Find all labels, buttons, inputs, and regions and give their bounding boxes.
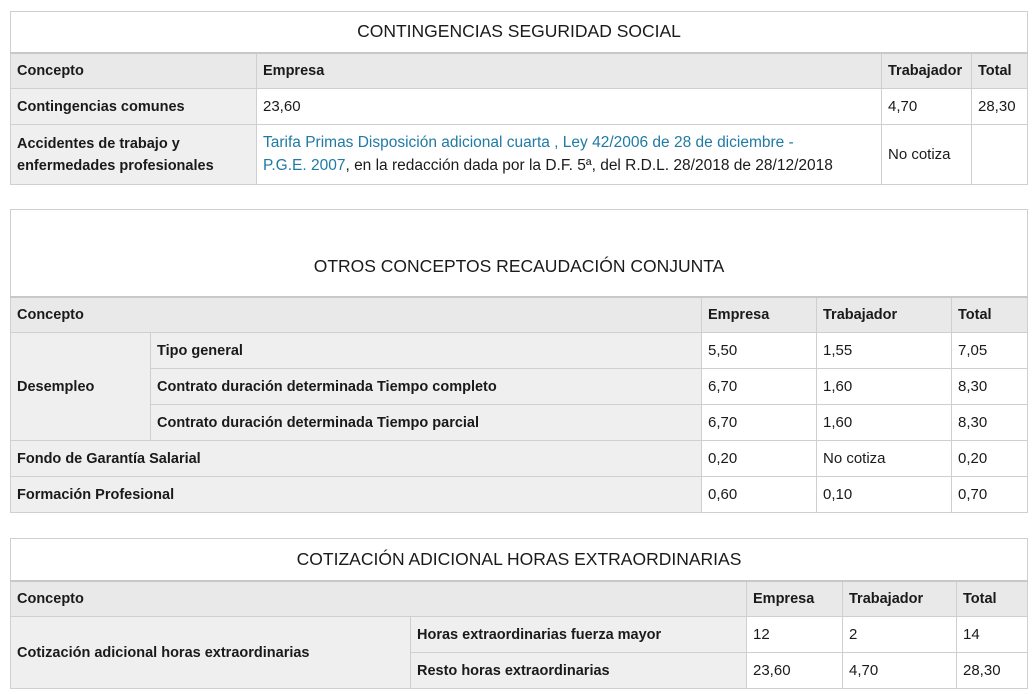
desempleo-label: Desempleo	[11, 333, 151, 441]
row-label: Contrato duración determinada Tiempo completo	[151, 369, 702, 405]
header-concepto: Concepto	[11, 297, 702, 333]
link-line1: Tarifa Primas Disposición adicional cuarta , Ley 42/2006 de 28 de diciembre -	[263, 134, 794, 151]
cell-trabajador: 1,55	[817, 333, 952, 369]
row-label-line1: Accidentes de trabajo y	[17, 135, 180, 152]
header-total: Total	[952, 297, 1028, 333]
contingencias-table	[10, 11, 1028, 185]
cell-total: 7,05	[952, 333, 1028, 369]
cell-empresa: 12	[747, 617, 843, 653]
header-trabajador: Trabajador	[882, 53, 972, 89]
row-label: Horas extraordinarias fuerza mayor	[411, 617, 747, 653]
cell-total: 28,30	[972, 89, 1028, 125]
table-row	[11, 405, 1028, 441]
row-label: Contrato duración determinada Tiempo parcial	[151, 405, 702, 441]
cell-total: 0,20	[952, 441, 1028, 477]
header-concepto: Concepto	[11, 581, 747, 617]
cell-empresa: 0,60	[702, 477, 817, 513]
header-total: Total	[972, 53, 1028, 89]
cell-total: 0,70	[952, 477, 1028, 513]
table-title: COTIZACIÓN ADICIONAL HORAS EXTRAORDINARIAS	[11, 539, 1028, 581]
cell-empresa: 23,60	[257, 89, 882, 125]
table-row	[11, 477, 1028, 513]
table-row	[11, 369, 1028, 405]
link-line2: P.G.E. 2007	[263, 157, 346, 174]
reference-text: , en la redacción dada por la D.F. 5ª, del R.D.L. 28/2018 de 28/12/2018	[345, 157, 833, 174]
header-empresa: Empresa	[702, 297, 817, 333]
table-title: CONTINGENCIAS SEGURIDAD SOCIAL	[11, 12, 1028, 53]
cell-trabajador: 0,10	[817, 477, 952, 513]
otros-conceptos-table	[10, 209, 1028, 513]
cell-trabajador: 2	[843, 617, 957, 653]
table-row	[11, 89, 1028, 125]
cell-total: 8,30	[952, 369, 1028, 405]
table-title: OTROS CONCEPTOS RECAUDACIÓN CONJUNTA	[11, 210, 1028, 297]
header-empresa: Empresa	[257, 53, 882, 89]
cell-empresa: 23,60	[747, 653, 843, 689]
cell-empresa-reference	[257, 125, 882, 185]
table-row	[11, 441, 1028, 477]
row-label: Resto horas extraordinarias	[411, 653, 747, 689]
row-label: Tipo general	[151, 333, 702, 369]
cell-trabajador: 4,70	[882, 89, 972, 125]
table-row	[11, 125, 1028, 185]
cell-empresa: 6,70	[702, 369, 817, 405]
row-label-line2: enfermedades profesionales	[17, 157, 214, 174]
row-label: Fondo de Garantía Salarial	[11, 441, 702, 477]
cell-trabajador: No cotiza	[882, 125, 972, 185]
header-concepto: Concepto	[11, 53, 257, 89]
cell-empresa: 0,20	[702, 441, 817, 477]
cell-trabajador: 4,70	[843, 653, 957, 689]
cell-total: 8,30	[952, 405, 1028, 441]
row-label: Contingencias comunes	[11, 89, 257, 125]
header-empresa: Empresa	[747, 581, 843, 617]
table-row	[11, 333, 1028, 369]
header-trabajador: Trabajador	[817, 297, 952, 333]
cell-empresa: 5,50	[702, 333, 817, 369]
row-label	[11, 125, 257, 185]
horas-extraordinarias-table	[10, 538, 1028, 689]
header-trabajador: Trabajador	[843, 581, 957, 617]
cell-empresa: 6,70	[702, 405, 817, 441]
cell-trabajador: No cotiza	[817, 441, 952, 477]
cell-trabajador: 1,60	[817, 369, 952, 405]
cell-total: 14	[957, 617, 1028, 653]
horas-label: Cotización adicional horas extraordinarias	[11, 617, 411, 689]
cell-total: 28,30	[957, 653, 1028, 689]
cell-total	[972, 125, 1028, 185]
cell-trabajador: 1,60	[817, 405, 952, 441]
table-row	[11, 617, 1028, 653]
row-label: Formación Profesional	[11, 477, 702, 513]
header-total: Total	[957, 581, 1028, 617]
